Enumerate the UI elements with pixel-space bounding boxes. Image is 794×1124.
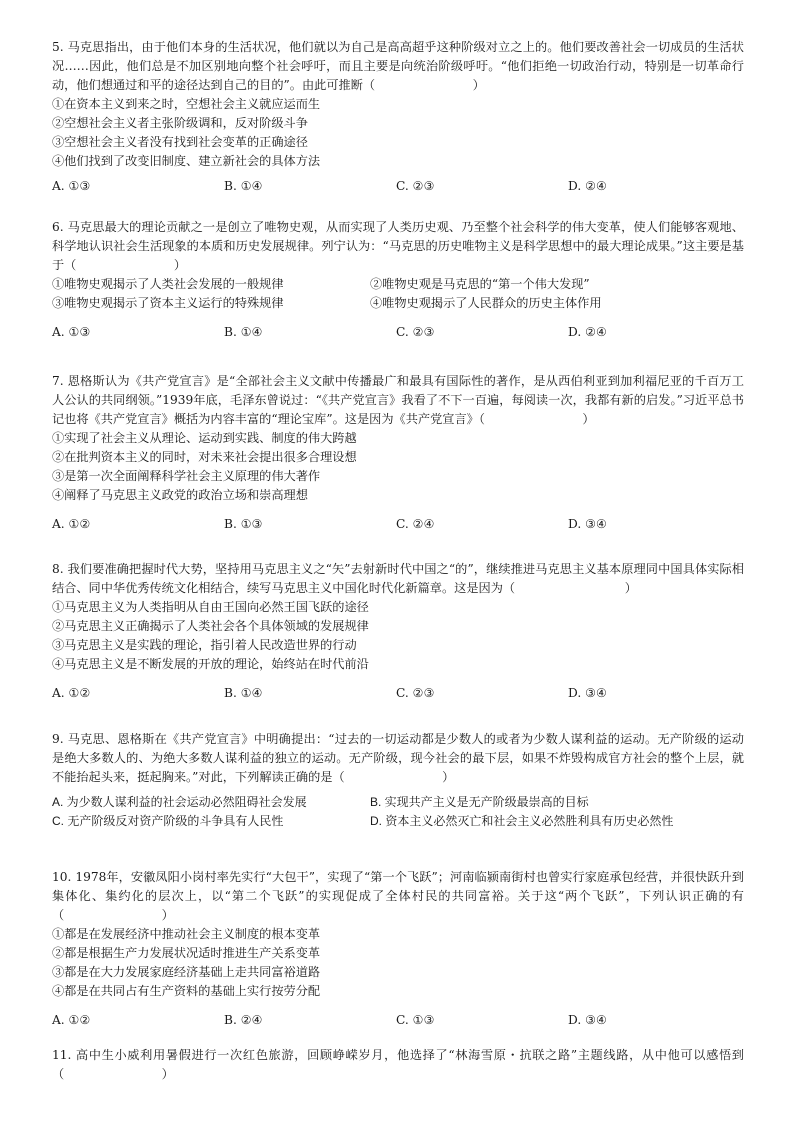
statement: ②唯物史观是马克思的“第一个伟大发现” (370, 277, 590, 291)
answer-options (52, 684, 744, 703)
question-6 (52, 218, 744, 342)
question-stem: 8. 我们要准确把握时代大势，坚持用马克思主义之“矢”去射新时代中国之“的”，继续推进马克思主义基本原理同中国具体实际相结合、同中华优秀传统文化相结合，续写马克思主义中国化时代化新篇章。这是因为（ ） (52, 562, 744, 595)
question-7 (52, 372, 744, 534)
statement: ②马克思主义正确揭示了人类社会各个具体领域的发展规律 (52, 619, 369, 633)
statement: ④都是在共同占有生产资料的基础上实行按劳分配 (52, 984, 321, 998)
option-b[interactable]: B. ①③ (224, 517, 263, 531)
question-11 (52, 1046, 744, 1084)
option-a[interactable]: A. ①② (52, 517, 91, 531)
statement: ③马克思主义是实践的理论，指引着人民改造世界的行动 (52, 638, 357, 652)
option-a[interactable]: A. ①② (52, 1013, 91, 1027)
option-a[interactable]: A. ①③ (52, 179, 91, 193)
statement: ④唯物史观揭示了人民群众的历史主体作用 (370, 296, 602, 310)
statement: ④马克思主义是不断发展的开放的理论，始终站在时代前沿 (52, 657, 369, 671)
question-stem: 9. 马克思、恩格斯在《共产党宣言》中明确提出：“过去的一切运动都是少数人的或者为少数人谋利益的运动。无产阶级的运动是绝大多数人的、为绝大多数人谋利益的独立的运动。无产阶级，现今社会的最下层，如果不炸毁构成官方社会的整个上层，就不能抬起头来，挺起胸来。”对此，下列解读正确的是（ ） (52, 732, 744, 784)
answer-options (52, 323, 744, 342)
option-d[interactable]: D. ②④ (568, 179, 607, 193)
answer-options (52, 177, 744, 196)
question-stem: 11. 高中生小威利用暑假进行一次红色旅游，回顾峥嵘岁月，他选择了“林海雪原・抗联之路”主题线路，从中他可以感悟到（ ） (52, 1048, 744, 1081)
option-c[interactable]: C. ②④ (396, 517, 435, 531)
option-d[interactable]: D. ③④ (568, 517, 607, 531)
question-10 (52, 868, 744, 1030)
statement: ①唯物史观揭示了人类社会发展的一般规律 (52, 277, 284, 291)
question-stem: 6. 马克思最大的理论贡献之一是创立了唯物史观，从而实现了人类历史观、乃至整个社会科学的伟大变革，使人们能够客观地、科学地认识社会生活现象的本质和历史发展规律。列宁认为：“马克思的历史唯物主义是科学思想中的最大理论成果。”这主要是基于（ ） (52, 220, 744, 272)
statement: ③都是在大力发展家庭经济基础上走共同富裕道路 (52, 965, 321, 979)
statement: ④阐释了马克思主义政党的政治立场和崇高理想 (52, 488, 308, 502)
question-stem: 5. 马克思指出，由于他们本身的生活状况，他们就以为自己是高高超乎这种阶级对立之上的。他们要改善社会一切成员的生活状况……因此，他们总是不加区别地向整个社会呼吁，而且主要是向统治阶级呼吁。“他们拒绝一切政治行动，特别是一切革命行动，他们想通过和平的途径达到自己的目的”。由此可推断（ ） (52, 40, 744, 92)
statement: ①在资本主义到来之时，空想社会主义就应运而生 (52, 97, 321, 111)
statement: ④他们找到了改变旧制度、建立新社会的具体方法 (52, 154, 321, 168)
question-9 (52, 730, 744, 831)
answer-options (52, 515, 744, 534)
option-b[interactable]: B. ①④ (224, 179, 263, 193)
question-stem: 7. 恩格斯认为《共产党宣言》是“全部社会主义文献中传播最广和最具有国际性的著作，是从西伯利亚到加利福尼亚的千百万工人公认的共同纲领。”1939年底，毛泽东曾说过：“《共产党宣言》我看了不下一百遍，每阅读一次，我都有新的启发。”习近平总书记也将《共产党宣言》概括为内容丰富的“理论宝库”。这是因为《共产党宣言》（ ） (52, 374, 744, 426)
statement: ③空想社会主义者没有找到社会变革的正确途径 (52, 135, 308, 149)
option-d[interactable]: D. ②④ (568, 325, 607, 339)
question-8 (52, 560, 744, 703)
question-5 (52, 38, 744, 196)
statement: ③是第一次全面阐释科学社会主义原理的伟大著作 (52, 469, 321, 483)
statement: ①都是在发展经济中推动社会主义制度的根本变革 (52, 927, 321, 941)
statement: ①马克思主义为人类指明从自由王国向必然王国飞跃的途径 (52, 600, 369, 614)
question-stem: 10. 1978年，安徽凤阳小岗村率先实行“大包干”，实现了“第一个飞跃”；河南临颍南街村也曾实行家庭承包经营，并很快跃升到集体化、集约化的层次上，以“第二个飞跃”的实现促成了全体村民的共同富裕。关于这“两个飞跃”，下列认识正确的有（ ） (52, 870, 744, 922)
answer-options (52, 793, 744, 831)
option-c[interactable]: C. ②③ (396, 686, 435, 700)
option-b[interactable]: B. ①④ (224, 686, 263, 700)
option-a[interactable]: A. ①③ (52, 325, 91, 339)
option-a[interactable]: A. 为少数人谋利益的社会运动必然阻碍社会发展 (52, 795, 307, 809)
statement: ③唯物史观揭示了资本主义运行的特殊规律 (52, 296, 284, 310)
option-c[interactable]: C. ②③ (396, 325, 435, 339)
option-c[interactable]: C. 无产阶级反对资产阶级的斗争具有人民性 (52, 814, 284, 828)
statement: ①实现了社会主义从理论、运动到实践、制度的伟大跨越 (52, 431, 357, 445)
statement: ②都是根据生产力发展状况适时推进生产关系变革 (52, 946, 321, 960)
option-c[interactable]: C. ②③ (396, 179, 435, 193)
statement: ②在批判资本主义的同时，对未来社会提出很多合理设想 (52, 450, 357, 464)
option-b[interactable]: B. 实现共产主义是无产阶级最崇高的目标 (370, 795, 589, 809)
statement-grid (52, 275, 744, 313)
option-a[interactable]: A. ①② (52, 686, 91, 700)
option-b[interactable]: B. ①④ (224, 325, 263, 339)
statement: ②空想社会主义者主张阶级调和，反对阶级斗争 (52, 116, 308, 130)
option-d[interactable]: D. 资本主义必然灭亡和社会主义必然胜利具有历史必然性 (370, 814, 674, 828)
option-d[interactable]: D. ③④ (568, 1013, 607, 1027)
option-c[interactable]: C. ①③ (396, 1013, 435, 1027)
answer-options (52, 1011, 744, 1030)
option-b[interactable]: B. ②④ (224, 1013, 263, 1027)
option-d[interactable]: D. ③④ (568, 686, 607, 700)
